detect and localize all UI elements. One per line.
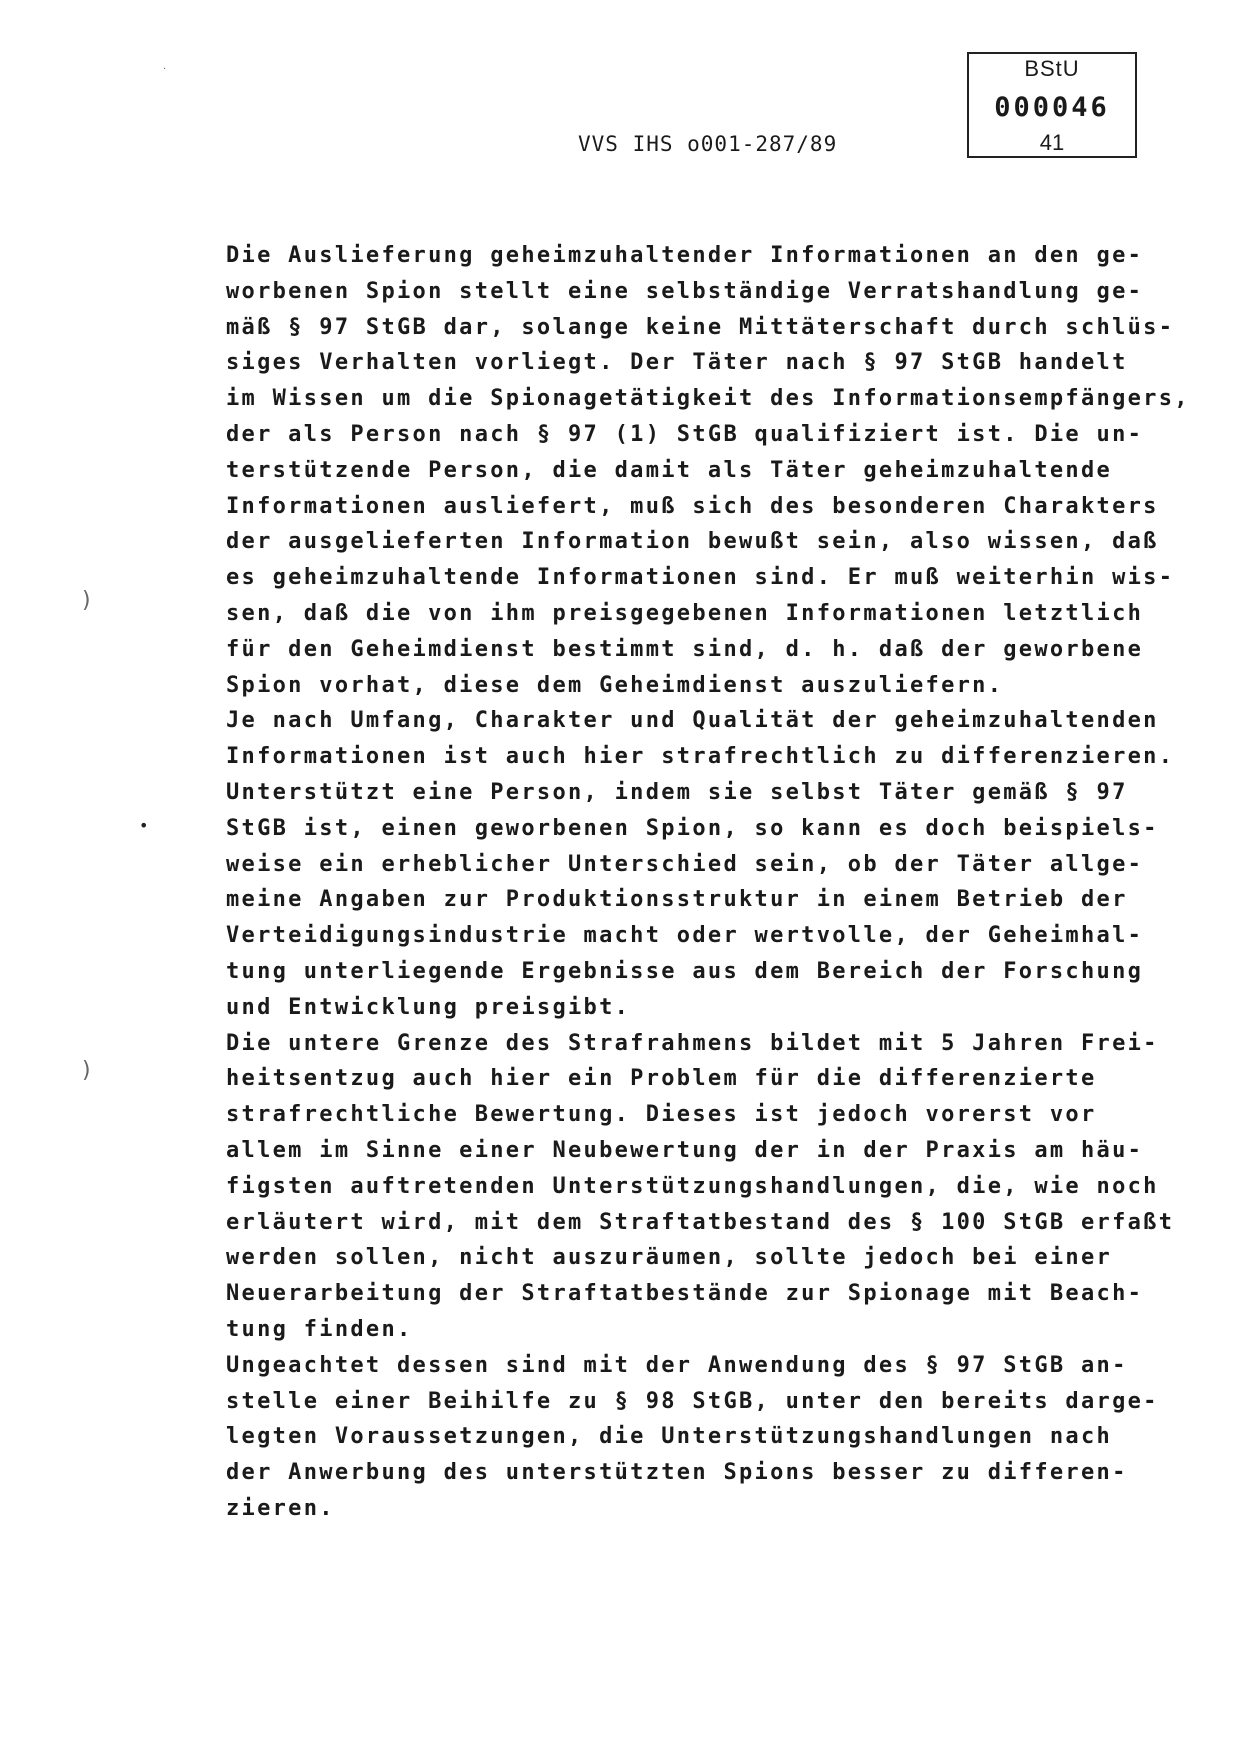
- body-line: Je nach Umfang, Charakter und Qualität der geheimzuhaltenden: [226, 708, 1159, 734]
- body-line: der ausgelieferten Information bewußt sein, also wissen, daß: [226, 529, 1159, 555]
- body-line: terstützende Person, die damit als Täter geheimzuhaltende: [226, 457, 1113, 483]
- stamp-document-number: 000046: [994, 92, 1110, 123]
- body-line: tung finden.: [226, 1316, 413, 1342]
- body-line: es geheimzuhaltende Informationen sind. Er muß weiterhin wis-: [226, 565, 1175, 591]
- stamp-archive-label: BStU: [1024, 56, 1080, 81]
- body-line: Neuerarbeitung der Straftatbestände zur Spionage mit Beach-: [226, 1281, 1144, 1307]
- document-reference: VVS IHS o001-287/89: [578, 132, 838, 156]
- body-line: sen, daß die von ihm preisgegebenen Informationen letztlich: [226, 600, 1144, 626]
- body-line: Die untere Grenze des Strafrahmens bildet mit 5 Jahren Frei-: [226, 1030, 1159, 1056]
- body-line: Unterstützt eine Person, indem sie selbst Täter gemäß § 97: [226, 779, 1128, 805]
- stamp-page-number: 41: [1039, 130, 1065, 155]
- margin-mark: ): [82, 588, 91, 613]
- body-line: allem im Sinne einer Neubewertung der in der Praxis am häu-: [226, 1137, 1144, 1163]
- body-line: Verteidigungsindustrie macht oder wertvolle, der Geheimhal-: [226, 923, 1144, 949]
- body-line: figsten auftretenden Unterstützungshandlungen, die, wie noch: [226, 1173, 1159, 1199]
- body-line: stelle einer Beihilfe zu § 98 StGB, unter den bereits darge-: [226, 1388, 1159, 1414]
- body-text: [226, 238, 1190, 1527]
- body-line: mäß § 97 StGB dar, solange keine Mittäterschaft durch schlüs-: [226, 314, 1175, 340]
- body-line: zieren.: [226, 1495, 335, 1521]
- body-line: im Wissen um die Spionagetätigkeit des Informationsempfängers,: [226, 386, 1190, 412]
- body-line: Informationen ausliefert, muß sich des besonderen Charakters: [226, 493, 1159, 519]
- body-line: der als Person nach § 97 (1) StGB qualifiziert ist. Die un-: [226, 421, 1144, 447]
- body-line: Ungeachtet dessen sind mit der Anwendung des § 97 StGB an-: [226, 1352, 1128, 1378]
- archive-stamp: [967, 52, 1137, 158]
- body-line: StGB ist, einen geworbenen Spion, so kann es doch beispiels-: [226, 815, 1159, 841]
- body-line: strafrechtliche Bewertung. Dieses ist jedoch vorerst vor: [226, 1102, 1097, 1128]
- body-line: der Anwerbung des unterstützten Spions besser zu differen-: [226, 1460, 1128, 1486]
- body-line: siges Verhalten vorliegt. Der Täter nach § 97 StGB handelt: [226, 350, 1128, 376]
- body-line: Spion vorhat, diese dem Geheimdienst auszuliefern.: [226, 672, 1004, 698]
- body-line: und Entwicklung preisgibt.: [226, 994, 631, 1020]
- body-line: Die Auslieferung geheimzuhaltender Informationen an den ge-: [226, 243, 1144, 268]
- body-line: werden sollen, nicht auszuräumen, sollte jedoch bei einer: [226, 1245, 1113, 1271]
- body-line: tung unterliegende Ergebnisse aus dem Bereich der Forschung: [226, 958, 1144, 984]
- margin-mark: ): [82, 1058, 91, 1083]
- body-line: weise ein erheblicher Unterschied sein, ob der Täter allge-: [226, 851, 1144, 877]
- scan-speck: ·: [163, 64, 167, 75]
- body-line: meine Angaben zur Produktionsstruktur in einem Betrieb der: [226, 887, 1128, 913]
- body-line: heitsentzug auch hier ein Problem für die differenzierte: [226, 1066, 1097, 1092]
- body-line: worbenen Spion stellt eine selbständige Verratshandlung ge-: [226, 278, 1144, 304]
- body-line: für den Geheimdienst bestimmt sind, d. h. daß der geworbene: [226, 636, 1144, 662]
- body-line: legten Voraussetzungen, die Unterstützungshandlungen nach: [226, 1424, 1113, 1450]
- body-line: Informationen ist auch hier strafrechtlich zu differenzieren.: [226, 744, 1175, 770]
- body-line: erläutert wird, mit dem Straftatbestand des § 100 StGB erfaßt: [226, 1209, 1175, 1235]
- margin-dot: •: [139, 816, 149, 835]
